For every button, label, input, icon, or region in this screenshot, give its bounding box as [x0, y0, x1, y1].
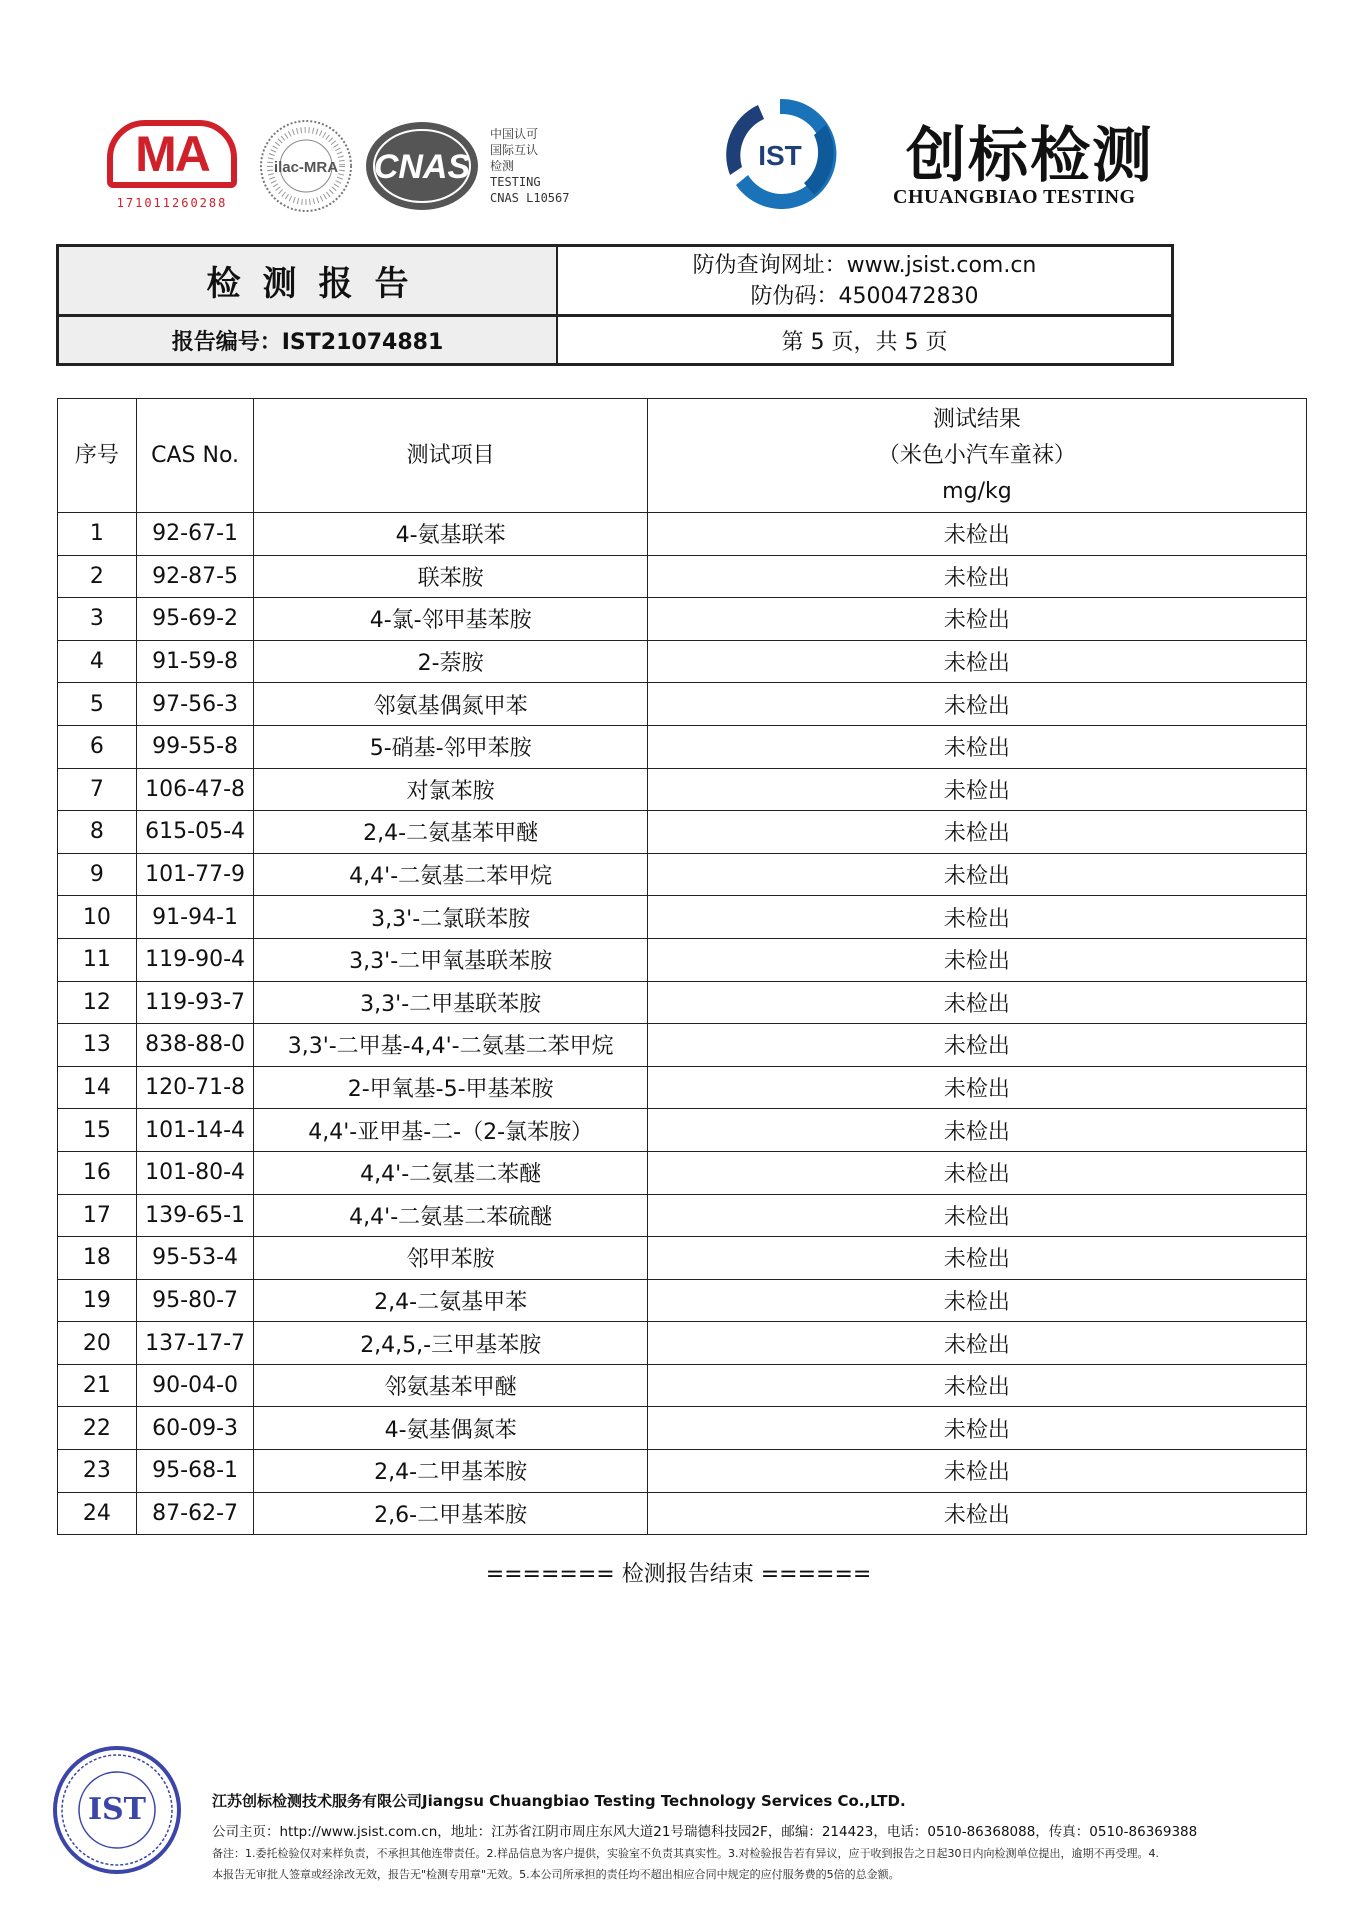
cell-result: 未检出: [647, 811, 1306, 854]
ist-logo: [718, 95, 843, 213]
cell-result: 未检出: [647, 555, 1306, 598]
cell-index: 1: [58, 513, 137, 556]
verify-code: 防伪码：4500472830: [750, 283, 979, 309]
cell-index: 3: [58, 598, 137, 641]
table-row: [58, 555, 1307, 598]
cell-cas: 95-69-2: [136, 598, 254, 641]
table-row: [58, 1237, 1307, 1280]
table-row: [58, 683, 1307, 726]
cell-item: 4,4'-二氨基二苯甲烷: [254, 853, 647, 896]
cell-cas: 838-88-0: [136, 1024, 254, 1067]
table-body: [58, 513, 1307, 1535]
cell-index: 2: [58, 555, 137, 598]
cell-index: 4: [58, 640, 137, 683]
cell-result: 未检出: [647, 1492, 1306, 1535]
cell-cas: 137-17-7: [136, 1322, 254, 1365]
table-row: [58, 1109, 1307, 1152]
table-row: [58, 896, 1307, 939]
cell-result: 未检出: [647, 725, 1306, 768]
table-header-row: [58, 399, 1307, 513]
cell-cas: 92-67-1: [136, 513, 254, 556]
col-result-header: [647, 399, 1306, 513]
cell-item: 4-氨基联苯: [254, 513, 647, 556]
cell-index: 23: [58, 1450, 137, 1493]
cell-cas: 95-68-1: [136, 1450, 254, 1493]
cell-result: 未检出: [647, 938, 1306, 981]
cell-index: 7: [58, 768, 137, 811]
cell-index: 9: [58, 853, 137, 896]
cnas-caption-line: 国际互认: [490, 143, 539, 157]
verification-info: [558, 247, 1171, 317]
table-row: [58, 1151, 1307, 1194]
cell-result: 未检出: [647, 513, 1306, 556]
cell-item: 5-硝基-邻甲苯胺: [254, 725, 647, 768]
cell-result: 未检出: [647, 598, 1306, 641]
table-row: [58, 1279, 1307, 1322]
table-row: [58, 768, 1307, 811]
cell-item: 2,4-二氨基苯甲醚: [254, 811, 647, 854]
company-seal: [52, 1745, 182, 1875]
cell-result: 未检出: [647, 1237, 1306, 1280]
col-index-header: 序号: [58, 399, 137, 513]
table-row: [58, 1066, 1307, 1109]
table-row: [58, 1322, 1307, 1365]
table-row: [58, 853, 1307, 896]
cell-item: 2,4,5,-三甲基苯胺: [254, 1322, 647, 1365]
cell-cas: 95-53-4: [136, 1237, 254, 1280]
cell-index: 8: [58, 811, 137, 854]
cell-cas: 60-09-3: [136, 1407, 254, 1450]
cell-cas: 106-47-8: [136, 768, 254, 811]
brand-name-cn: 创标检测: [906, 121, 1154, 191]
cell-item: 3,3'-二甲基联苯胺: [254, 981, 647, 1024]
report-title: 检测报告: [59, 247, 558, 317]
cell-cas: 120-71-8: [136, 1066, 254, 1109]
ilac-mra-logo: [258, 118, 354, 214]
cell-index: 16: [58, 1151, 137, 1194]
cell-result: 未检出: [647, 640, 1306, 683]
cell-result: 未检出: [647, 1109, 1306, 1152]
cell-item: 4,4'-亚甲基-二-（2-氯苯胺）: [254, 1109, 647, 1152]
cell-result: 未检出: [647, 853, 1306, 896]
cell-cas: 119-93-7: [136, 981, 254, 1024]
cell-result: 未检出: [647, 1066, 1306, 1109]
cell-index: 15: [58, 1109, 137, 1152]
cnas-caption-line: 检测: [490, 159, 515, 173]
result-header-unit: mg/kg: [942, 478, 1012, 504]
report-end-marker: ======= 检测报告结束 ======: [485, 1562, 872, 1587]
table-row: [58, 1364, 1307, 1407]
cma-mark: MA: [107, 120, 237, 188]
cell-cas: 87-62-7: [136, 1492, 254, 1535]
table-row: [58, 1194, 1307, 1237]
cell-index: 6: [58, 725, 137, 768]
cnas-caption: [490, 126, 569, 206]
cell-index: 13: [58, 1024, 137, 1067]
result-header-line: （米色小汽车童袜）: [877, 442, 1076, 468]
cell-index: 5: [58, 683, 137, 726]
table-row: [58, 938, 1307, 981]
table-row: [58, 981, 1307, 1024]
cell-cas: 101-14-4: [136, 1109, 254, 1152]
brand-name-en: CHUANGBIAO TESTING: [893, 186, 1136, 208]
table-row: [58, 1450, 1307, 1493]
cell-result: 未检出: [647, 1024, 1306, 1067]
cell-cas: 99-55-8: [136, 725, 254, 768]
cell-index: 18: [58, 1237, 137, 1280]
cma-number: 171011260288: [116, 196, 228, 210]
col-item-header: 测试项目: [254, 399, 647, 513]
col-cas-header: CAS No.: [136, 399, 254, 513]
cell-item: 邻甲苯胺: [254, 1237, 647, 1280]
cell-cas: 101-77-9: [136, 853, 254, 896]
cell-result: 未检出: [647, 1151, 1306, 1194]
cell-result: 未检出: [647, 981, 1306, 1024]
table-row: [58, 811, 1307, 854]
table-row: [58, 598, 1307, 641]
cell-item: 邻氨基偶氮甲苯: [254, 683, 647, 726]
table-row: [58, 725, 1307, 768]
cell-item: 2,6-二甲基苯胺: [254, 1492, 647, 1535]
cell-item: 4-氯-邻甲基苯胺: [254, 598, 647, 641]
footer-note: 备注：1.委托检验仅对来样负责，不承担其他连带责任。2.样品信息为客户提供，实验室不负责其真实性。3.对检验报告若有异议，应于收到报告之日起30日内向检测单位提出，逾期不再受理。4.: [212, 1847, 1159, 1860]
cell-item: 3,3'-二甲氧基联苯胺: [254, 938, 647, 981]
cell-cas: 119-90-4: [136, 938, 254, 981]
cell-index: 17: [58, 1194, 137, 1237]
cnas-caption-line: 中国认可: [490, 127, 539, 141]
result-header-line: 测试结果: [932, 406, 1021, 432]
cell-cas: 90-04-0: [136, 1364, 254, 1407]
cell-result: 未检出: [647, 896, 1306, 939]
cell-item: 4,4'-二氨基二苯硫醚: [254, 1194, 647, 1237]
cell-index: 24: [58, 1492, 137, 1535]
cell-item: 邻氨基苯甲醚: [254, 1364, 647, 1407]
cma-logo: [107, 120, 237, 215]
cell-index: 14: [58, 1066, 137, 1109]
cell-result: 未检出: [647, 1322, 1306, 1365]
seal-text: IST: [87, 1792, 147, 1827]
cell-result: 未检出: [647, 1450, 1306, 1493]
cell-item: 联苯胺: [254, 555, 647, 598]
cell-index: 20: [58, 1322, 137, 1365]
cell-cas: 92-87-5: [136, 555, 254, 598]
cell-cas: 615-05-4: [136, 811, 254, 854]
ist-logo-text: IST: [758, 140, 802, 171]
cell-index: 22: [58, 1407, 137, 1450]
cell-cas: 139-65-1: [136, 1194, 254, 1237]
cell-result: 未检出: [647, 1194, 1306, 1237]
cell-item: 3,3'-二氯联苯胺: [254, 896, 647, 939]
cnas-mark-text: CNAS: [373, 148, 471, 186]
cell-item: 4,4'-二氨基二苯醚: [254, 1151, 647, 1194]
table-row: [58, 513, 1307, 556]
cell-index: 10: [58, 896, 137, 939]
verify-url: 防伪查询网址：www.jsist.com.cn: [692, 252, 1037, 278]
table-row: [58, 640, 1307, 683]
results-table: [57, 398, 1307, 1535]
cell-result: 未检出: [647, 1364, 1306, 1407]
cell-item: 4-氨基偶氮苯: [254, 1407, 647, 1450]
cell-item: 2,4-二甲基苯胺: [254, 1450, 647, 1493]
footer-note: 本报告无审批人签章或经涂改无效，报告无"检测专用章"无效。5.本公司所承担的责任均不超出相应合同中规定的应付服务费的5倍的总金额。: [212, 1868, 900, 1881]
cell-item: 3,3'-二甲基-4,4'-二氨基二苯甲烷: [254, 1024, 647, 1067]
cell-index: 12: [58, 981, 137, 1024]
table-row: [58, 1024, 1307, 1067]
cell-cas: 91-59-8: [136, 640, 254, 683]
cell-index: 19: [58, 1279, 137, 1322]
cell-item: 2,4-二氨基甲苯: [254, 1279, 647, 1322]
cell-result: 未检出: [647, 1279, 1306, 1322]
table-row: [58, 1492, 1307, 1535]
report-header: [56, 244, 1174, 366]
cell-cas: 95-80-7: [136, 1279, 254, 1322]
cnas-caption-line: TESTING: [490, 175, 541, 189]
cell-cas: 101-80-4: [136, 1151, 254, 1194]
cell-result: 未检出: [647, 1407, 1306, 1450]
footer-address: 公司主页：http://www.jsist.com.cn，地址：江苏省江阴市周庄东风大道21号瑞德科技园2F，邮编：214423，电话：0510-86368088，传真：0510-86369388: [212, 1824, 1198, 1840]
cnas-logo: [364, 120, 484, 212]
cell-item: 2-甲氧基-5-甲基苯胺: [254, 1066, 647, 1109]
cell-item: 2-萘胺: [254, 640, 647, 683]
page-info: 第 5 页，共 5 页: [781, 329, 948, 355]
cell-cas: 97-56-3: [136, 683, 254, 726]
cell-index: 21: [58, 1364, 137, 1407]
ilac-text: ilac-MRA: [273, 159, 339, 176]
table-row: [58, 1407, 1307, 1450]
cell-result: 未检出: [647, 768, 1306, 811]
footer-company: 江苏创标检测技术服务有限公司Jiangsu Chuangbiao Testing Technology Services Co.,LTD.: [212, 1792, 906, 1810]
cell-item: 对氯苯胺: [254, 768, 647, 811]
cnas-caption-line: CNAS L10567: [490, 191, 570, 205]
cell-cas: 91-94-1: [136, 896, 254, 939]
cell-index: 11: [58, 938, 137, 981]
report-number: 报告编号：IST21074881: [59, 317, 558, 363]
cell-result: 未检出: [647, 683, 1306, 726]
